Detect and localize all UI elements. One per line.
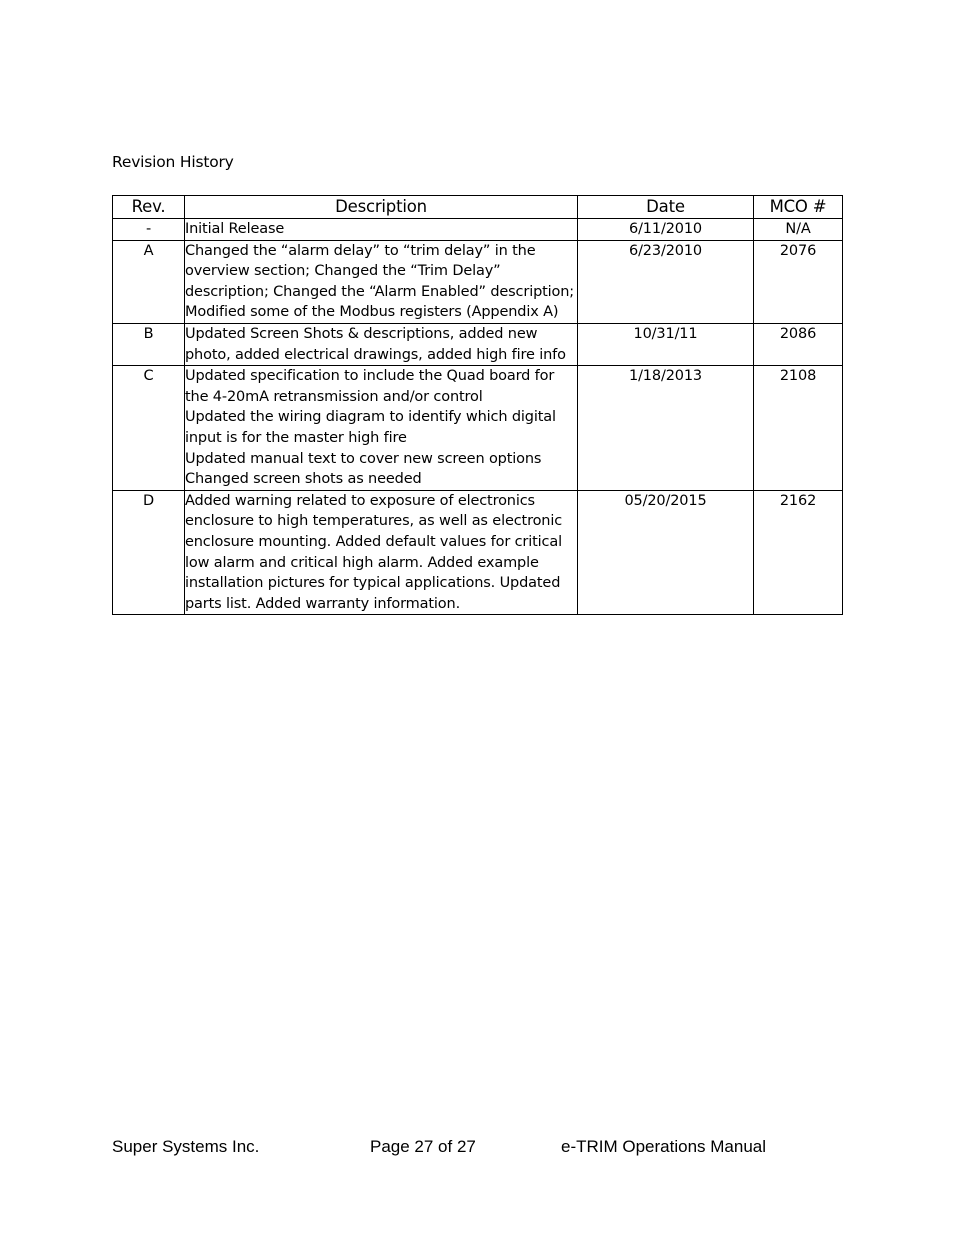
header-description: Description	[185, 196, 578, 219]
cell-description: Initial Release	[185, 219, 578, 241]
cell-mco: 2162	[754, 490, 843, 615]
cell-rev: B	[113, 323, 185, 365]
footer-company: Super Systems Inc.	[112, 1137, 260, 1156]
cell-description: Updated specification to include the Quad board for the 4-20mA retransmission and/or control Updated the wiring diagram to identify which digital input is for the master high fire Updated manual text to cover new screen options Changed screen shots as needed	[185, 366, 578, 491]
header-rev: Rev.	[113, 196, 185, 219]
footer-page-number: Page 27 of 27	[370, 1137, 476, 1156]
cell-date: 6/23/2010	[578, 240, 754, 323]
cell-description: Changed the “alarm delay” to “trim delay” in the overview section; Changed the “Trim Delay” description; Changed the “Alarm Enabled” description; Modified some of the Modbus registers (Appendix A)	[185, 240, 578, 323]
header-date: Date	[578, 196, 754, 219]
table-row	[113, 323, 843, 365]
cell-description: Updated Screen Shots & descriptions, added new photo, added electrical drawings, added high fire info	[185, 323, 578, 365]
table-row	[113, 219, 843, 241]
cell-date: 6/11/2010	[578, 219, 754, 241]
footer-manual-title: e-TRIM Operations Manual	[561, 1137, 767, 1156]
cell-rev: C	[113, 366, 185, 491]
section-title: Revision History	[112, 153, 234, 171]
table-header-row	[113, 196, 843, 219]
cell-date: 10/31/11	[578, 323, 754, 365]
cell-mco: 2086	[754, 323, 843, 365]
cell-date: 05/20/2015	[578, 490, 754, 615]
table-row	[113, 240, 843, 323]
cell-date: 1/18/2013	[578, 366, 754, 491]
cell-rev: -	[113, 219, 185, 241]
cell-mco: 2076	[754, 240, 843, 323]
header-mco: MCO #	[754, 196, 843, 219]
cell-mco: N/A	[754, 219, 843, 241]
cell-description: Added warning related to exposure of electronics enclosure to high temperatures, as well as electronic enclosure mounting. Added default values for critical low alarm and critical high alarm. Added example installation pictures for typical applications. Updated parts list. Added warranty information.	[185, 490, 578, 615]
cell-rev: D	[113, 490, 185, 615]
table-row	[113, 490, 843, 615]
revision-history-table	[112, 195, 843, 615]
cell-mco: 2108	[754, 366, 843, 491]
cell-rev: A	[113, 240, 185, 323]
table-row	[113, 366, 843, 491]
